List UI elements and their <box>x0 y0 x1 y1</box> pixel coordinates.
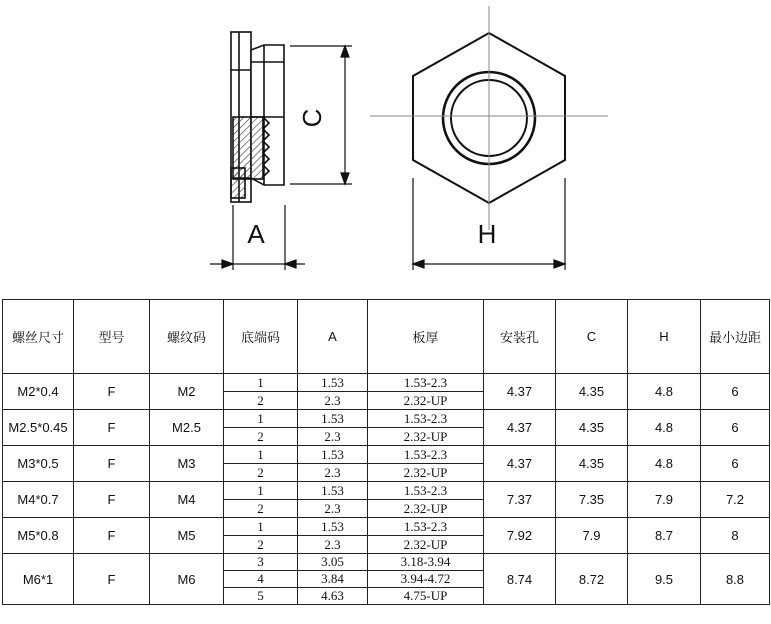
cell-h: 4.8 <box>628 446 701 482</box>
cell-a: 1.53 <box>298 410 368 428</box>
cell-code: 1 <box>224 410 298 428</box>
table-row <box>3 554 770 571</box>
cell-h: 4.8 <box>628 374 701 410</box>
cell-h: 9.5 <box>628 554 701 605</box>
cell-thickness: 2.32-UP <box>368 428 484 446</box>
cell-min-edge: 6 <box>701 446 770 482</box>
cell-size: M5*0.8 <box>3 518 74 554</box>
hex-top-view <box>370 6 608 230</box>
cell-size: M6*1 <box>3 554 74 605</box>
cell-a: 2.3 <box>298 500 368 518</box>
cell-c: 4.35 <box>556 374 628 410</box>
cell-a: 3.05 <box>298 554 368 571</box>
cell-code: 1 <box>224 518 298 536</box>
cell-thickness: 3.18-3.94 <box>368 554 484 571</box>
table-row <box>3 410 770 428</box>
cell-thickness: 1.53-2.3 <box>368 518 484 536</box>
cell-c: 4.35 <box>556 446 628 482</box>
table-row <box>3 482 770 500</box>
technical-drawing <box>0 0 771 290</box>
cell-type: F <box>74 482 150 518</box>
cell-code: 5 <box>224 588 298 605</box>
cell-size: M2.5*0.45 <box>3 410 74 446</box>
cell-hole: 7.37 <box>484 482 556 518</box>
cell-thread: M2.5 <box>150 410 224 446</box>
table-row <box>3 374 770 392</box>
cell-a: 2.3 <box>298 464 368 482</box>
cell-code: 2 <box>224 536 298 554</box>
cell-c: 8.72 <box>556 554 628 605</box>
table-row <box>3 446 770 464</box>
cell-thickness: 4.75-UP <box>368 588 484 605</box>
cell-thickness: 2.32-UP <box>368 500 484 518</box>
cell-min-edge: 8.8 <box>701 554 770 605</box>
cell-type: F <box>74 446 150 482</box>
cell-hole: 4.37 <box>484 446 556 482</box>
cell-a: 1.53 <box>298 374 368 392</box>
cell-code: 2 <box>224 392 298 410</box>
cell-c: 7.9 <box>556 518 628 554</box>
cell-code: 4 <box>224 571 298 588</box>
cell-type: F <box>74 554 150 605</box>
cell-a: 2.3 <box>298 536 368 554</box>
cell-code: 2 <box>224 500 298 518</box>
header-bottom-code: 底端码 <box>224 300 298 374</box>
dimension-a-label: A <box>247 218 265 249</box>
header-screw-size: 螺丝尺寸 <box>3 300 74 374</box>
header-a: A <box>298 300 368 374</box>
cell-hole: 7.92 <box>484 518 556 554</box>
cell-code: 1 <box>224 446 298 464</box>
dimension-h-label: H <box>477 218 497 249</box>
cell-hole: 8.74 <box>484 554 556 605</box>
cell-thickness: 2.32-UP <box>368 536 484 554</box>
cell-type: F <box>74 374 150 410</box>
cell-min-edge: 6 <box>701 410 770 446</box>
header-plate-thickness: 板厚 <box>368 300 484 374</box>
cell-thread: M3 <box>150 446 224 482</box>
cell-a: 1.53 <box>298 518 368 536</box>
cell-code: 2 <box>224 464 298 482</box>
cell-code: 2 <box>224 428 298 446</box>
cell-a: 4.63 <box>298 588 368 605</box>
header-c: C <box>556 300 628 374</box>
cell-min-edge: 8 <box>701 518 770 554</box>
spec-table <box>2 299 770 605</box>
cell-code: 1 <box>224 374 298 392</box>
cell-type: F <box>74 410 150 446</box>
cell-size: M4*0.7 <box>3 482 74 518</box>
cell-h: 8.7 <box>628 518 701 554</box>
cell-a: 1.53 <box>298 482 368 500</box>
cell-min-edge: 6 <box>701 374 770 410</box>
cell-thickness: 1.53-2.3 <box>368 374 484 392</box>
header-min-edge: 最小边距 <box>701 300 770 374</box>
cell-thickness: 1.53-2.3 <box>368 482 484 500</box>
cell-min-edge: 7.2 <box>701 482 770 518</box>
cell-thickness: 1.53-2.3 <box>368 446 484 464</box>
cell-size: M3*0.5 <box>3 446 74 482</box>
cell-a: 1.53 <box>298 446 368 464</box>
table-header-row <box>3 300 770 374</box>
cell-thickness: 2.32-UP <box>368 464 484 482</box>
cell-thread: M5 <box>150 518 224 554</box>
cell-hole: 4.37 <box>484 374 556 410</box>
header-mounting-hole: 安装孔 <box>484 300 556 374</box>
table-row <box>3 518 770 536</box>
cell-code: 1 <box>224 482 298 500</box>
cell-thickness: 3.94-4.72 <box>368 571 484 588</box>
side-view <box>231 32 284 202</box>
header-h: H <box>628 300 701 374</box>
cell-c: 4.35 <box>556 410 628 446</box>
cell-type: F <box>74 518 150 554</box>
cell-hole: 4.37 <box>484 410 556 446</box>
cell-a: 2.3 <box>298 428 368 446</box>
cell-a: 2.3 <box>298 392 368 410</box>
cell-size: M2*0.4 <box>3 374 74 410</box>
cell-c: 7.35 <box>556 482 628 518</box>
cell-a: 3.84 <box>298 571 368 588</box>
cell-code: 3 <box>224 554 298 571</box>
header-thread-code: 螺纹码 <box>150 300 224 374</box>
cell-thickness: 2.32-UP <box>368 392 484 410</box>
cell-thread: M2 <box>150 374 224 410</box>
dimension-c-label: C <box>296 108 327 128</box>
header-model: 型号 <box>74 300 150 374</box>
cell-thread: M4 <box>150 482 224 518</box>
cell-thread: M6 <box>150 554 224 605</box>
cell-thickness: 1.53-2.3 <box>368 410 484 428</box>
cell-h: 4.8 <box>628 410 701 446</box>
cell-h: 7.9 <box>628 482 701 518</box>
